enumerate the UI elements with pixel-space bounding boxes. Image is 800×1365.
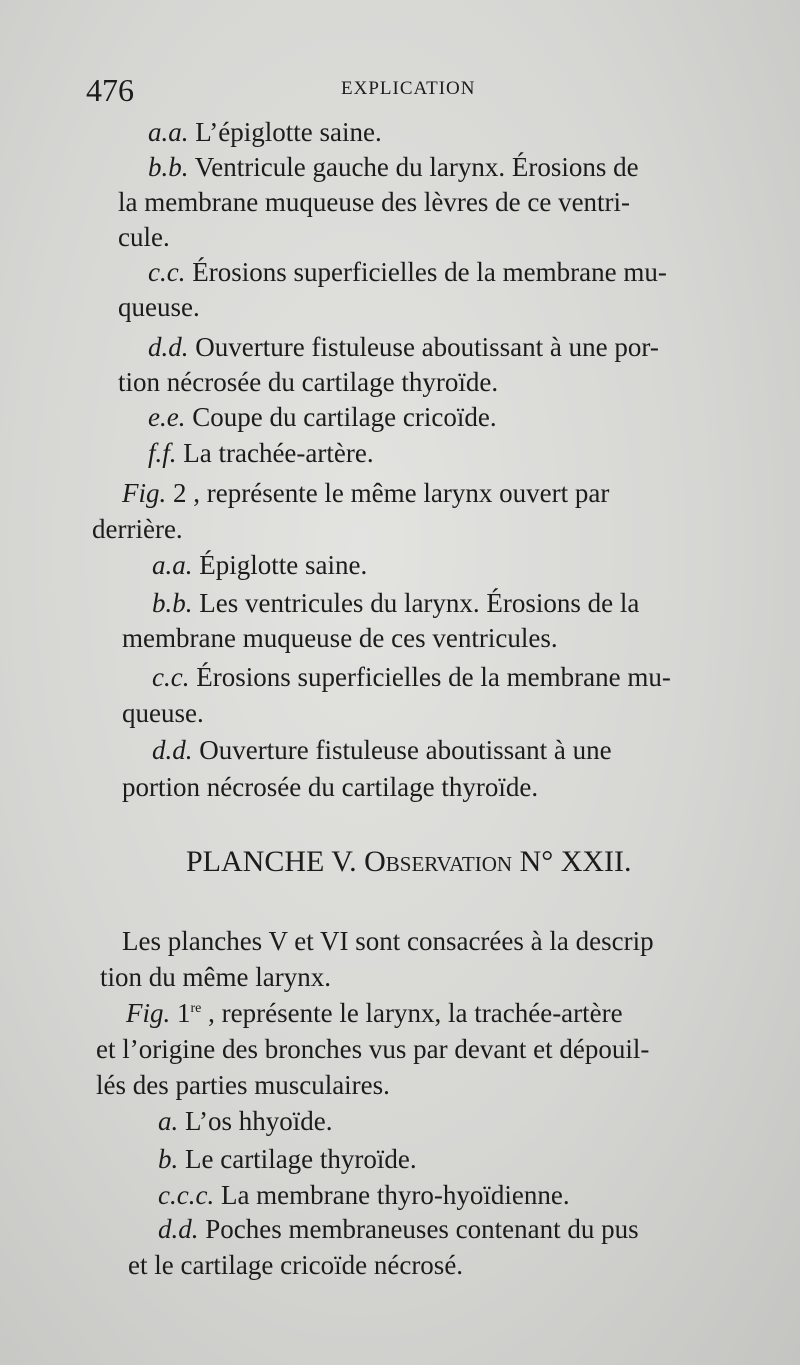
intro-line: tion du même larynx. xyxy=(100,962,331,992)
legend-a xyxy=(158,1106,333,1137)
legend-text: Érosions superficielles de la membrane mu- xyxy=(196,662,671,692)
text-line: et l’origine des bronches vus par devant et dépouil- xyxy=(96,1034,650,1064)
figure-number: 1 xyxy=(177,998,191,1028)
legend-label: a. xyxy=(158,1106,179,1136)
text-line: queuse. xyxy=(122,698,204,728)
figure-number-superscript: re xyxy=(190,1001,202,1016)
legend-b xyxy=(158,1144,417,1175)
legend-text: Coupe du cartilage cricoïde. xyxy=(192,402,497,432)
legend-label: d.d. xyxy=(152,735,193,765)
legend-text: L’épiglotte saine. xyxy=(195,117,382,147)
page-number: 476 xyxy=(86,72,134,108)
legend-text: La trachée-artère. xyxy=(183,438,374,468)
legend-b xyxy=(148,152,639,183)
figure-label: Fig. xyxy=(126,998,171,1028)
legend-label: c.c. xyxy=(148,257,186,287)
legend-text: Érosions superficielles de la membrane mu- xyxy=(192,257,667,287)
text-line: lés des parties musculaires. xyxy=(96,1070,390,1100)
intro-line: Les planches V et VI sont consacrées à la descrip xyxy=(122,926,654,956)
legend-c xyxy=(158,1180,570,1211)
legend-d xyxy=(148,332,659,363)
page-header xyxy=(86,72,726,112)
observation-number: N° XXII. xyxy=(519,845,632,878)
legend-a xyxy=(148,117,382,148)
legend-label: a.a. xyxy=(148,117,189,147)
legend-f xyxy=(148,438,374,469)
legend-label: e.e. xyxy=(148,402,186,432)
text-line: la membrane muqueuse des lèvres de ce ventri- xyxy=(118,187,631,217)
legend-label: b.b. xyxy=(148,152,189,182)
legend-label: c.c. xyxy=(152,662,190,692)
legend-label: b.b. xyxy=(152,588,193,618)
legend-text: Ventricule gauche du larynx. Érosions de xyxy=(194,152,639,182)
legend-text: Ouverture fistuleuse aboutissant à une por- xyxy=(195,332,659,362)
legend-text: Épiglotte saine. xyxy=(199,550,368,580)
legend-text: Poches membraneuses contenant du pus xyxy=(205,1214,639,1244)
text-line: tion nécrosée du cartilage thyroïde. xyxy=(118,367,499,397)
caption-text: 2 , représente le même larynx ouvert par xyxy=(173,478,610,508)
legend-label: d.d. xyxy=(148,332,189,362)
text-line: cule. xyxy=(118,222,170,252)
running-head: EXPLICATION xyxy=(341,78,476,99)
fig2-caption xyxy=(122,478,609,509)
legend-e xyxy=(148,402,497,433)
legend-d xyxy=(158,1214,639,1245)
legend-label: f.f. xyxy=(148,438,177,468)
legend-label: b. xyxy=(158,1144,179,1174)
legend-a xyxy=(152,550,367,581)
planche-title: PLANCHE V. xyxy=(186,845,357,878)
fig1-caption xyxy=(126,998,623,1029)
text-line: portion nécrosée du cartilage thyroïde. xyxy=(122,772,539,802)
legend-label: d.d. xyxy=(158,1214,199,1244)
text-line: queuse. xyxy=(118,292,200,322)
legend-text: L’os hhyoïde. xyxy=(185,1106,333,1136)
legend-d xyxy=(152,735,612,766)
section-heading xyxy=(186,845,632,879)
legend-text: Ouverture fistuleuse aboutissant à une xyxy=(199,735,612,765)
legend-c xyxy=(148,257,667,288)
legend-label: c.c.c. xyxy=(158,1180,215,1210)
text-line: et le cartilage cricoïde nécrosé. xyxy=(128,1250,464,1280)
legend-text: Le cartilage thyroïde. xyxy=(185,1144,417,1174)
legend-label: a.a. xyxy=(152,550,193,580)
legend-b xyxy=(152,588,639,619)
text-line: membrane muqueuse de ces ventricules. xyxy=(122,623,558,653)
caption-text: , représente le larynx, la trachée-artère xyxy=(208,998,623,1028)
legend-text: La membrane thyro-hyoïdienne. xyxy=(220,1180,570,1210)
figure-label: Fig. xyxy=(122,478,167,508)
text-line: derrière. xyxy=(92,514,183,544)
legend-c xyxy=(152,662,671,693)
observation-label: Observation xyxy=(364,845,513,878)
legend-text: Les ventricules du larynx. Érosions de la xyxy=(199,588,640,618)
